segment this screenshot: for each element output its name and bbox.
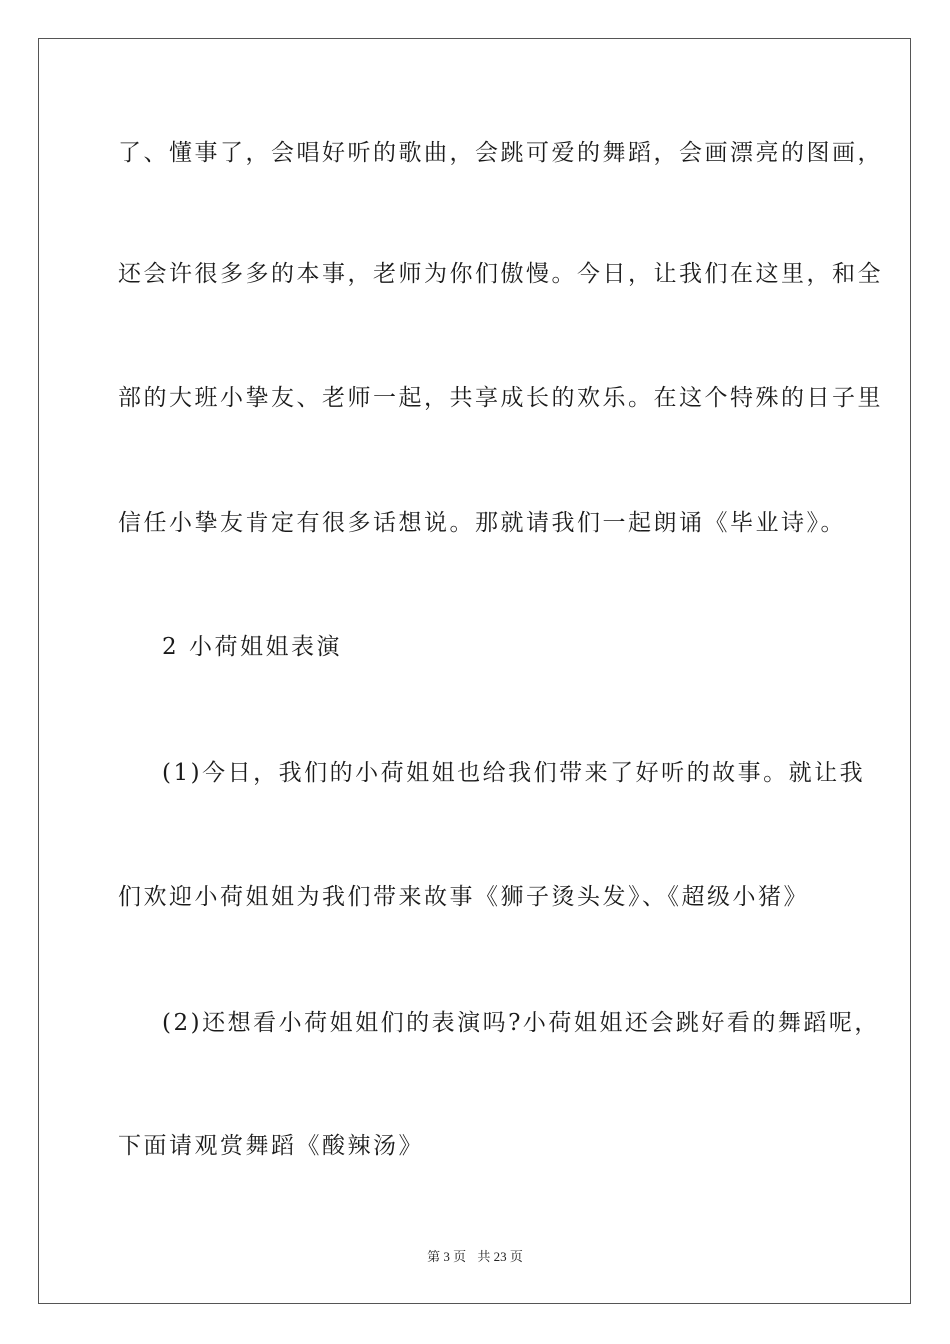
- page-footer: [0, 1246, 950, 1265]
- body-line-3: 部的大班小挚友、老师一起，共享成长的欢乐。在这个特殊的日子里: [118, 385, 883, 411]
- body-line-4: 信任小挚友肯定有很多话想说。那就请我们一起朗诵《毕业诗》。: [118, 510, 846, 536]
- page-number: 第 3 页: [427, 1249, 467, 1264]
- body-line-2: 还会许很多多的本事，老师为你们傲慢。今日，让我们在这里，和全: [118, 261, 883, 287]
- page-frame: [38, 38, 911, 1304]
- body-line-6: (1)今日，我们的小荷姐姐也给我们带来了好听的故事。就让我: [162, 760, 866, 786]
- body-line-9: 下面请观赏舞蹈《酸辣汤》: [118, 1133, 424, 1159]
- page-total: 共 23 页: [477, 1249, 523, 1264]
- section-heading: 2 小荷姐姐表演: [162, 634, 342, 660]
- body-line-7: 们欢迎小荷姐姐为我们带来故事《狮子烫头发》、《超级小猪》: [118, 884, 809, 910]
- body-line-1: 了、懂事了，会唱好听的歌曲，会跳可爱的舞蹈，会画漂亮的图画，: [118, 140, 883, 166]
- body-line-8: (2)还想看小荷姐姐们的表演吗?小荷姐姐还会跳好看的舞蹈呢，: [162, 1010, 880, 1036]
